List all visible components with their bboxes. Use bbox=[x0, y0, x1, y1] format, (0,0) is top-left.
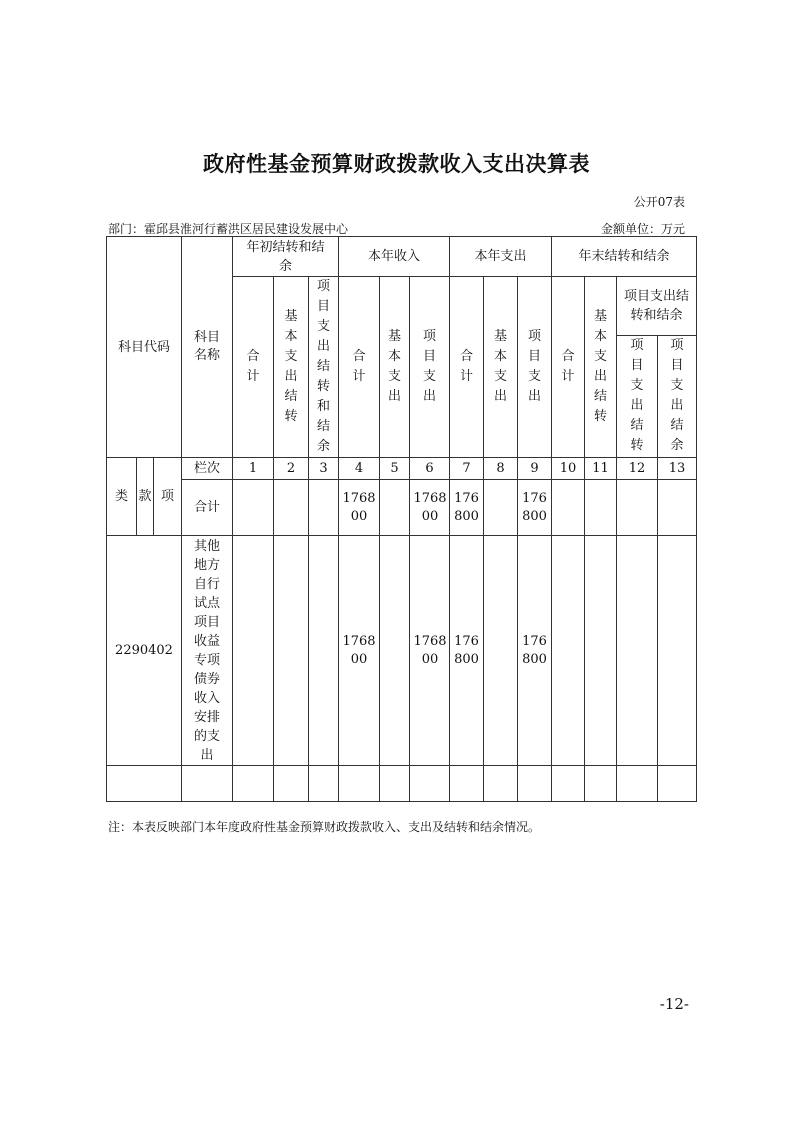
column-number: 7 bbox=[450, 458, 484, 480]
total-cell bbox=[380, 480, 410, 536]
empty-cell bbox=[450, 766, 484, 802]
income-project-header: 项目支出 bbox=[410, 277, 450, 458]
empty-cell bbox=[585, 766, 617, 802]
subject-name-header: 科目名称 bbox=[182, 237, 233, 458]
budget-table bbox=[106, 236, 697, 802]
empty-cell bbox=[339, 766, 380, 802]
column-number: 5 bbox=[380, 458, 410, 480]
total-cell bbox=[233, 480, 274, 536]
page-number: -12- bbox=[659, 995, 689, 1013]
opening-balance-header: 年初结转和结余 bbox=[233, 237, 339, 277]
total-cell: 176800 bbox=[339, 480, 380, 536]
xiang-header: 项 bbox=[154, 458, 182, 536]
empty-cell bbox=[309, 766, 339, 802]
income-total-header: 合计 bbox=[339, 277, 380, 458]
kuan-header: 款 bbox=[137, 458, 154, 536]
unit-label: 金额单位：万元 bbox=[600, 222, 685, 236]
data-cell bbox=[585, 536, 617, 766]
closing-basic-carry-header: 基本支出结转 bbox=[585, 277, 617, 458]
empty-cell bbox=[552, 766, 585, 802]
income-basic-header: 基本支出 bbox=[380, 277, 410, 458]
empty-cell bbox=[410, 766, 450, 802]
data-cell bbox=[484, 536, 518, 766]
closing-balance-header: 年末结转和结余 bbox=[552, 237, 697, 277]
closing-project-carry-header: 项目支出结转 bbox=[617, 335, 658, 457]
empty-cell bbox=[380, 766, 410, 802]
data-cell bbox=[233, 536, 274, 766]
lei-header: 类 bbox=[107, 458, 137, 536]
expense-project-header: 项目支出 bbox=[518, 277, 552, 458]
column-number: 3 bbox=[309, 458, 339, 480]
total-cell bbox=[274, 480, 309, 536]
total-cell bbox=[617, 480, 658, 536]
column-number: 4 bbox=[339, 458, 380, 480]
empty-cell bbox=[617, 766, 658, 802]
empty-cell bbox=[182, 766, 233, 802]
total-cell bbox=[658, 480, 697, 536]
department-label: 部门：霍邱县淮河行蓄洪区居民建设发展中心 bbox=[108, 222, 349, 236]
column-number: 12 bbox=[617, 458, 658, 480]
column-number: 10 bbox=[552, 458, 585, 480]
expense-basic-header: 基本支出 bbox=[484, 277, 518, 458]
subject-code-header: 科目代码 bbox=[107, 237, 182, 458]
total-cell: 176800 bbox=[518, 480, 552, 536]
opening-total-header: 合计 bbox=[233, 277, 274, 458]
total-cell: 176800 bbox=[450, 480, 484, 536]
subject-code-cell: 2290402 bbox=[107, 536, 182, 766]
empty-cell bbox=[107, 766, 182, 802]
total-cell bbox=[484, 480, 518, 536]
closing-total-header: 合计 bbox=[552, 277, 585, 458]
empty-cell bbox=[658, 766, 697, 802]
data-cell: 176800 bbox=[450, 536, 484, 766]
column-number: 6 bbox=[410, 458, 450, 480]
expense-header: 本年支出 bbox=[450, 237, 552, 277]
data-cell: 176800 bbox=[339, 536, 380, 766]
total-cell bbox=[309, 480, 339, 536]
opening-project-header: 项目支出结转和结余 bbox=[309, 277, 339, 458]
empty-cell bbox=[274, 766, 309, 802]
data-cell bbox=[658, 536, 697, 766]
data-cell bbox=[309, 536, 339, 766]
closing-project-surplus-header: 项目支出结余 bbox=[658, 335, 697, 457]
total-cell bbox=[585, 480, 617, 536]
data-cell bbox=[617, 536, 658, 766]
expense-total-header: 合计 bbox=[450, 277, 484, 458]
data-cell: 176800 bbox=[410, 536, 450, 766]
total-cell: 176800 bbox=[410, 480, 450, 536]
total-cell bbox=[552, 480, 585, 536]
data-cell: 176800 bbox=[518, 536, 552, 766]
closing-project-header: 项目支出结转和结余 bbox=[617, 277, 697, 336]
opening-basic-carry-header: 基本支出结转 bbox=[274, 277, 309, 458]
data-cell bbox=[274, 536, 309, 766]
column-number: 11 bbox=[585, 458, 617, 480]
subject-name-cell: 其他地方自行试点项目收益专项债券收入安排的支出 bbox=[182, 536, 233, 766]
page-title: 政府性基金预算财政拨款收入支出决算表 bbox=[203, 152, 590, 176]
column-number: 13 bbox=[658, 458, 697, 480]
empty-cell bbox=[233, 766, 274, 802]
income-header: 本年收入 bbox=[339, 237, 450, 277]
column-number: 1 bbox=[233, 458, 274, 480]
total-row-label: 合计 bbox=[182, 480, 233, 536]
empty-cell bbox=[484, 766, 518, 802]
form-number: 公开07表 bbox=[633, 195, 685, 209]
column-number: 9 bbox=[518, 458, 552, 480]
column-number: 8 bbox=[484, 458, 518, 480]
data-cell bbox=[380, 536, 410, 766]
empty-cell bbox=[518, 766, 552, 802]
footnote: 注：本表反映部门本年度政府性基金预算财政拨款收入、支出及结转和结余情况。 bbox=[108, 820, 541, 834]
column-number: 2 bbox=[274, 458, 309, 480]
data-cell bbox=[552, 536, 585, 766]
column-label: 栏次 bbox=[182, 458, 233, 480]
